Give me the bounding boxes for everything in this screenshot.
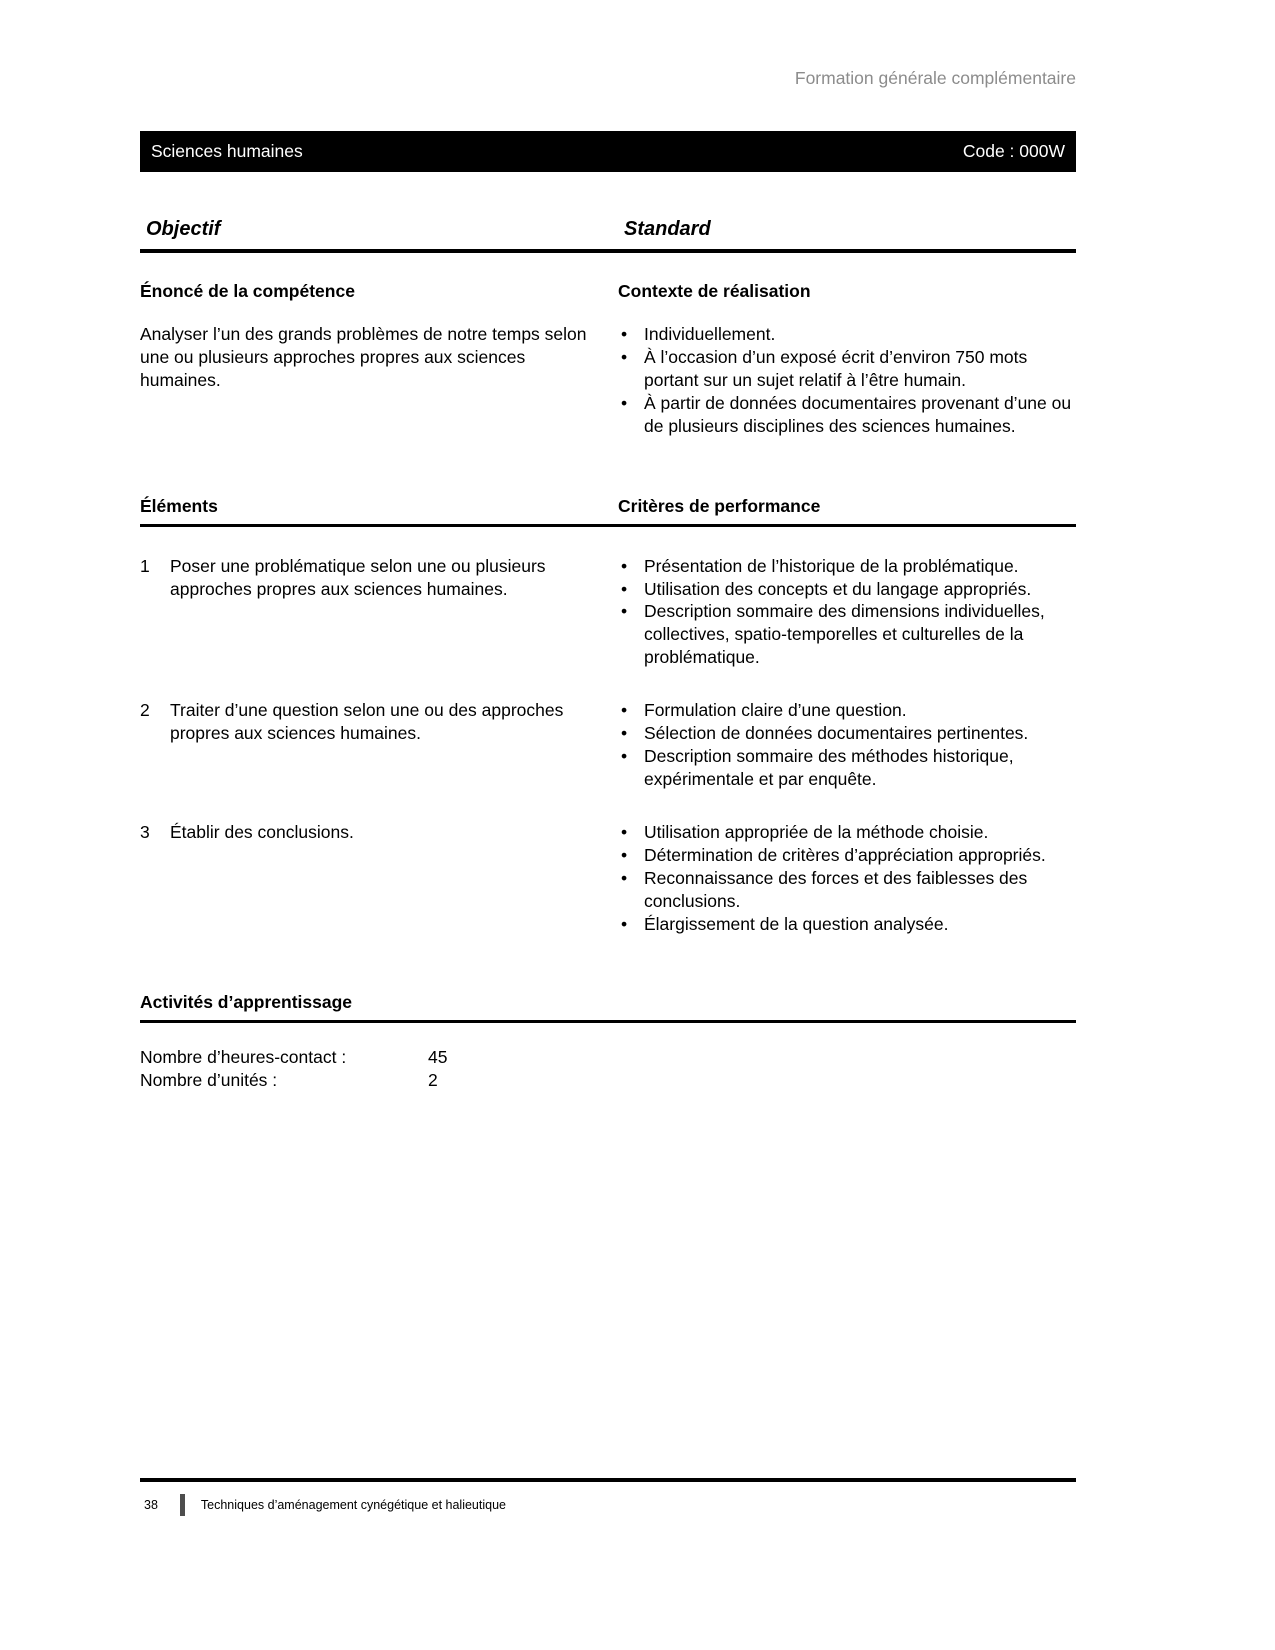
footer-divider [180, 1494, 185, 1516]
competence-contexte-row [140, 323, 1076, 438]
bullet-icon: • [621, 746, 628, 767]
list-item [618, 578, 1076, 601]
bullet-text: Individuellement. [644, 324, 776, 344]
bullet-text: Élargissement de la question analysée. [644, 913, 949, 934]
list-item [618, 323, 1076, 346]
bullet-icon: • [621, 844, 628, 865]
element-row-3 [140, 821, 1076, 936]
footer-rule [140, 1478, 1076, 1482]
contexte-bullets [618, 323, 1076, 438]
bullet-text: À l’occasion d’un exposé écrit d’environ 750 mots portant sur un sujet relatif à l’être humain. [644, 346, 1028, 390]
list-item [618, 722, 1076, 745]
bullet-text: Utilisation appropriée de la méthode choisie. [644, 821, 989, 842]
bullet-text: Description sommaire des dimensions individuelles, collectives, spatio-temporelles et culturelles de la problématique. [644, 601, 1045, 668]
hours-contact-label: Nombre d’heures-contact : [140, 1046, 347, 1067]
elements-heading: Éléments [140, 495, 218, 516]
element-text [140, 555, 592, 670]
bullet-icon: • [621, 324, 628, 344]
bullet-icon: • [621, 913, 628, 934]
page-footer [140, 1478, 1076, 1516]
list-item [618, 867, 1076, 913]
section-code: Code : 000W [962, 141, 1065, 161]
page-content [140, 0, 1076, 1092]
subheadings-row [140, 281, 1076, 302]
list-item [618, 600, 1076, 669]
activities-header [140, 992, 1076, 1023]
bullet-icon: • [621, 392, 628, 413]
element-number: 2 [140, 700, 150, 721]
list-item [618, 913, 1076, 936]
hours-contact-value: 45 [428, 1046, 448, 1067]
bullet-icon: • [621, 700, 628, 721]
list-item [618, 821, 1076, 844]
bullet-text: À partir de données documentaires provenant d’une ou de plusieurs disciplines des sciences humaines. [644, 392, 1072, 436]
criteres-heading: Critères de performance [618, 495, 821, 516]
standard-heading: Standard [624, 218, 711, 240]
criteria-bullets [618, 555, 1076, 670]
element-number: 1 [140, 555, 150, 576]
element-label: Traiter d’une question selon une ou des approches propres aux sciences humaines. [170, 700, 564, 744]
bullet-text: Formulation claire d’une question. [644, 700, 907, 721]
bullet-text: Utilisation des concepts et du langage appropriés. [644, 578, 1032, 599]
list-item [618, 555, 1076, 578]
running-header: Formation générale complémentaire [794, 68, 1076, 88]
objectif-heading: Objectif [146, 218, 221, 240]
criteria-bullets [618, 699, 1076, 791]
bullet-icon: • [621, 578, 628, 599]
units-label: Nombre d’unités : [140, 1069, 278, 1090]
list-item [618, 745, 1076, 791]
section-title: Sciences humaines [151, 141, 303, 161]
element-row-2 [140, 699, 1076, 791]
units-line [140, 1069, 1076, 1092]
element-text [140, 821, 592, 936]
bullet-icon: • [621, 867, 628, 888]
hours-block [140, 1046, 1076, 1092]
section-title-bar [140, 131, 1076, 172]
hours-contact-line [140, 1046, 1076, 1069]
footer-row [140, 1494, 1076, 1516]
footer-text: Techniques d’aménagement cynégétique et halieutique [200, 1498, 506, 1512]
bullet-text: Description sommaire des méthodes historique, expérimentale et par enquête. [644, 746, 1014, 789]
bullet-text: Reconnaissance des forces et des faiblesses des conclusions. [644, 867, 1028, 911]
competence-body: Analyser l’un des grands problèmes de notre temps selon une ou plusieurs approches propres aux sciences humaines. [140, 324, 587, 390]
element-number: 3 [140, 821, 150, 842]
units-value: 2 [428, 1069, 438, 1090]
contexte-heading: Contexte de réalisation [618, 281, 811, 301]
bullet-icon: • [621, 555, 628, 576]
element-label: Poser une problématique selon une ou plusieurs approches propres aux sciences humaines. [170, 555, 546, 599]
objectif-standard-header [140, 218, 1076, 253]
criteria-bullets [618, 821, 1076, 936]
list-item [618, 392, 1076, 438]
element-label: Établir des conclusions. [170, 821, 354, 842]
elements-criteres-header [140, 496, 1076, 527]
element-text [140, 699, 592, 791]
list-item [618, 346, 1076, 392]
bullet-text: Sélection de données documentaires pertinentes. [644, 723, 1029, 744]
page-number: 38 [144, 1498, 158, 1512]
bullet-icon: • [621, 346, 628, 367]
bullet-text: Détermination de critères d’appréciation appropriés. [644, 844, 1046, 865]
bullet-icon: • [621, 821, 628, 842]
bullet-icon: • [621, 601, 628, 622]
bullet-text: Présentation de l’historique de la problématique. [644, 555, 1019, 576]
competence-heading: Énoncé de la compétence [140, 281, 355, 301]
list-item [618, 699, 1076, 722]
bullet-icon: • [621, 723, 628, 744]
activities-heading: Activités d’apprentissage [140, 991, 353, 1012]
element-row-1 [140, 555, 1076, 670]
list-item [618, 844, 1076, 867]
